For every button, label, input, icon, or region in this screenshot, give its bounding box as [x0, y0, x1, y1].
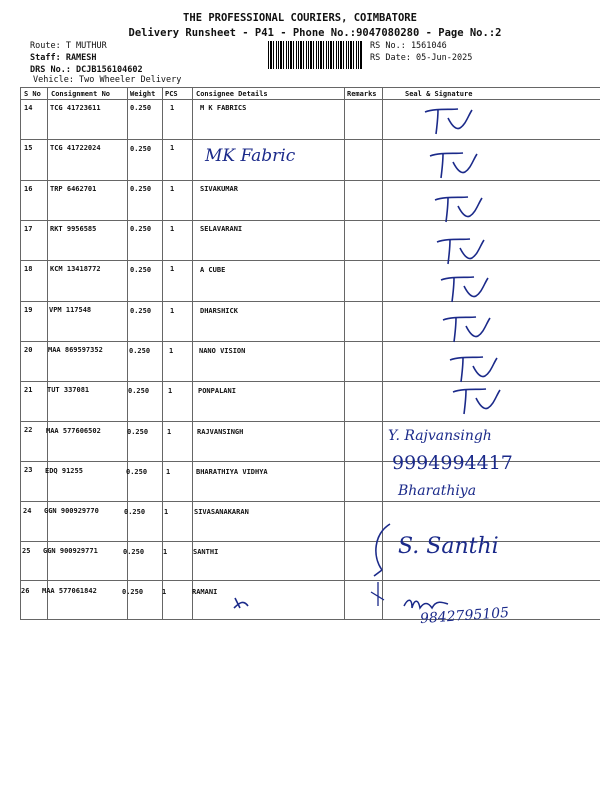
row-consignee: BHARATHIYA VIDHYA: [196, 468, 268, 476]
table-top-border: [20, 87, 600, 88]
row-weight: 0.250: [130, 185, 152, 193]
row-sno: 22: [24, 426, 33, 434]
row-weight: 0.250: [130, 104, 152, 112]
row-divider: [20, 180, 600, 181]
handwritten-signature: [402, 594, 452, 614]
row-sno: 26: [21, 587, 30, 595]
row-sno: 24: [23, 507, 32, 515]
row-weight: 0.250: [130, 225, 152, 233]
row-consignment: RKT 9956585: [50, 225, 97, 233]
row-pcs: 1: [169, 347, 174, 355]
row-divider: [20, 421, 600, 422]
col-header-consignment: Consignment No: [51, 90, 111, 98]
row-consignment: EDQ 91255: [45, 467, 83, 475]
row-consignment: MAA 577061842: [42, 587, 97, 595]
row-sno: 21: [24, 386, 33, 394]
initials-signature: [432, 234, 492, 274]
rs-number: RS No.: 1561046: [370, 41, 447, 51]
row-pcs: 1: [170, 185, 175, 193]
initials-signature: [438, 312, 498, 352]
row-divider: [20, 461, 600, 462]
handwritten-mark: [368, 520, 398, 580]
row-consignment: VPM 117548: [49, 306, 92, 314]
row-pcs: 1: [170, 265, 175, 273]
row-sno: 19: [24, 306, 33, 314]
row-consignee: SIVASANAKARAN: [194, 508, 249, 516]
row-pcs: 1: [170, 307, 175, 315]
row-weight: 0.250: [123, 548, 145, 556]
row-sno: 20: [24, 346, 33, 354]
col-header-weight: Weight: [130, 90, 156, 98]
row-divider: [20, 301, 600, 302]
row-sno: 17: [24, 225, 33, 233]
row-consignee: A CUBE: [200, 266, 226, 274]
handwritten-mark: [368, 580, 388, 610]
row-consignee: PONPALANI: [198, 387, 236, 395]
col-header-pcs: PCS: [165, 90, 178, 98]
row-consignment: TUT 337081: [47, 386, 90, 394]
row-sno: 25: [22, 547, 31, 555]
row-consignee: RAMANI: [192, 588, 218, 596]
row-consignment: GGN 900929771: [43, 547, 98, 555]
col-header-sno: S No: [24, 90, 41, 98]
row-consignment: GGN 900929770: [44, 507, 99, 515]
initials-signature: [430, 192, 490, 232]
row-divider: [20, 220, 600, 221]
row-pcs: 1: [166, 468, 171, 476]
row-weight: 0.250: [130, 266, 152, 274]
row-consignment: MAA 869597352: [48, 346, 103, 354]
vehicle-label: Vehicle: Two Wheeler Delivery: [33, 75, 182, 85]
row-weight: 0.250: [122, 588, 144, 596]
row-consignment: MAA 577606502: [46, 427, 101, 435]
row-sno: 14: [24, 104, 33, 112]
row-divider: [20, 139, 600, 140]
staff-label: Staff: RAMESH: [30, 53, 97, 63]
handwritten-phone: 9842795105: [419, 604, 510, 628]
row-weight: 0.250: [127, 428, 149, 436]
row-pcs: 1: [167, 428, 172, 436]
row-divider: [20, 260, 600, 261]
row-consignee: M K FABRICS: [200, 104, 247, 112]
company-title: THE PROFESSIONAL COURIERS, COIMBATORE: [183, 12, 417, 24]
row-consignment: KCM 13418772: [50, 265, 101, 273]
row-sno: 16: [24, 185, 33, 193]
row-consignee: DHARSHICK: [200, 307, 238, 315]
row-consignee: SIVAKUMAR: [200, 185, 238, 193]
handwritten-phone: 9994994417: [392, 452, 513, 474]
row-weight: 0.250: [129, 347, 151, 355]
col-header-signature: Seal & Signature: [405, 90, 473, 98]
handwritten-consignee: MK Fabric: [205, 146, 296, 166]
initials-signature: [420, 104, 480, 144]
col-header-consignee: Consignee Details: [196, 90, 268, 98]
row-weight: 0.250: [126, 468, 148, 476]
table-bottom-border: [20, 619, 600, 620]
row-weight: 0.250: [128, 387, 150, 395]
row-divider: [20, 381, 600, 382]
barcode: [268, 41, 362, 69]
rs-date: RS Date: 05-Jun-2025: [370, 53, 473, 63]
drs-number: DRS No.: DCJB156104602: [30, 65, 143, 75]
row-divider: [20, 341, 600, 342]
row-consignee: RAJVANSINGH: [197, 428, 244, 436]
col-header-remarks: Remarks: [347, 90, 377, 98]
row-sno: 18: [24, 265, 33, 273]
row-divider: [20, 541, 600, 542]
row-sno: 15: [24, 144, 33, 152]
row-pcs: 1: [170, 144, 175, 152]
row-consignee: SANTHI: [193, 548, 219, 556]
header-bottom-border: [20, 99, 600, 100]
runsheet-subtitle: Delivery Runsheet - P41 - Phone No.:9047080280 - Page No.:2: [128, 27, 502, 39]
row-weight: 0.250: [130, 145, 152, 153]
handwritten-signature: S. Santhi: [398, 534, 499, 559]
route-label: Route: T MUTHUR: [30, 41, 107, 51]
row-consignment: TCG 41723611: [50, 104, 101, 112]
row-divider: [20, 580, 600, 581]
handwritten-signature: Bharathiya: [398, 483, 477, 499]
row-consignment: TRP 6462701: [50, 185, 97, 193]
row-pcs: 1: [170, 225, 175, 233]
handwritten-mark: [232, 594, 252, 614]
row-divider: [20, 501, 600, 502]
row-pcs: 1: [163, 548, 168, 556]
handwritten-signature: Y. Rajvansingh: [388, 428, 492, 444]
row-weight: 0.250: [124, 508, 146, 516]
row-pcs: 1: [162, 588, 167, 596]
initials-signature: [425, 148, 485, 188]
row-consignee: NANO VISION: [199, 347, 246, 355]
row-pcs: 1: [168, 387, 173, 395]
row-consignment: TCG 41722024: [50, 144, 101, 152]
row-consignee: SELAVARANI: [200, 225, 243, 233]
row-pcs: 1: [170, 104, 175, 112]
initials-signature: [448, 384, 508, 424]
initials-signature: [436, 272, 496, 312]
row-weight: 0.250: [130, 307, 152, 315]
row-pcs: 1: [164, 508, 169, 516]
row-sno: 23: [24, 466, 33, 474]
